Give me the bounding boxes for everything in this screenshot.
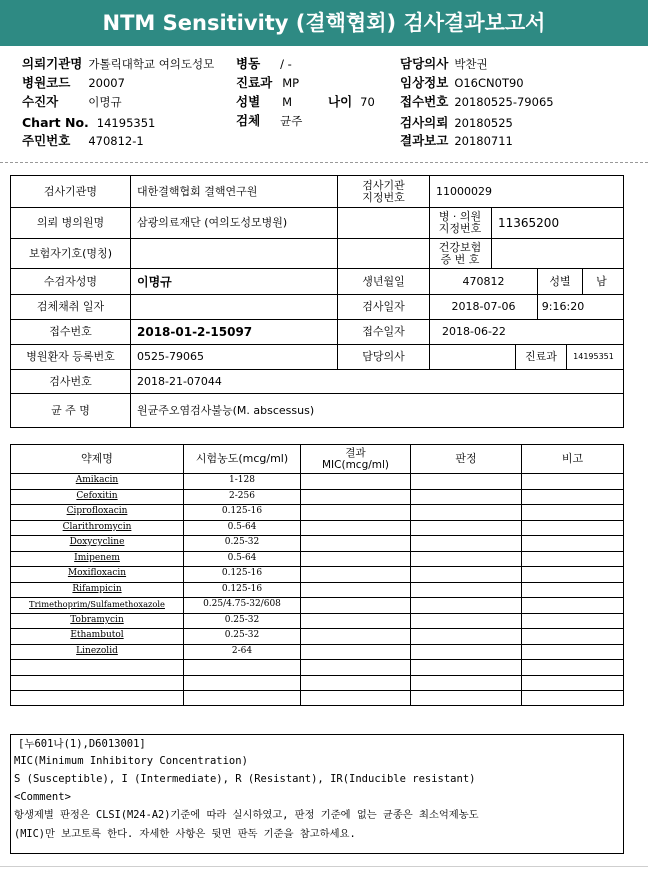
drug-name: Linezolid [76, 646, 118, 656]
attending-label: 담당의사 [362, 350, 405, 363]
drug-test-concentration: 0.25/4.75-32/608 [203, 599, 281, 609]
drug-header-mic-line2: MIC(mcg/ml) [321, 459, 390, 471]
header-age [328, 94, 375, 110]
hosp-patient-no-value: 0525-79065 [137, 350, 204, 363]
drug-name: Clarithromycin [62, 522, 132, 532]
lab-id-label-line1: 검사기관 [362, 178, 405, 192]
test-no-label: 검사번호 [49, 374, 92, 388]
receipt-no-value: 20180525-79065 [454, 95, 554, 109]
drug-test-concentration: 0.25-32 [224, 537, 260, 547]
header-sex [236, 94, 292, 110]
req-hospital-label: 의뢰 병의원명 [36, 216, 105, 229]
drug-test-concentration: 0.125-16 [221, 584, 263, 594]
header-result-report [400, 133, 513, 149]
header-receipt-no [400, 94, 554, 110]
drug-name: Doxycycline [69, 537, 125, 547]
sex-value: M [282, 95, 293, 109]
drug-test-concentration: 0.125-16 [221, 506, 263, 516]
age-value: 70 [360, 95, 375, 109]
lab-id-value: 11000029 [436, 184, 492, 198]
resident-no-label: 주민번호 [22, 133, 71, 148]
institution-value: 가톨릭대학교 여의도성모 [88, 57, 215, 71]
hosp-id-label [429, 208, 491, 238]
clinical-info-value: O16CN0T90 [454, 76, 524, 90]
drug-test-concentration: 0.5-64 [227, 522, 257, 532]
patient-name-value: 이명규 [137, 274, 172, 289]
drug-name: Amikacin [75, 475, 119, 485]
header-institution [22, 56, 214, 72]
receipt-date-label: 접수일자 [362, 325, 405, 338]
insurance-card-label-line2: 증 번 호 [440, 252, 480, 266]
drug-test-concentration: 0.125-16 [221, 568, 263, 578]
drug-test-concentration: 0.25-32 [224, 615, 260, 625]
birth-label: 생년월일 [362, 274, 405, 288]
collection-date-label: 검체채취 일자 [36, 300, 105, 313]
drug-row-line [10, 675, 624, 676]
test-date-label: 검사일자 [362, 300, 405, 313]
department-value: MP [282, 76, 300, 90]
drug-row-line [10, 582, 624, 583]
drug-test-concentration: 2-64 [231, 646, 253, 656]
header-test-request [400, 115, 513, 131]
info-sex-label: 성별 [549, 274, 571, 288]
drug-header-mic [301, 445, 410, 473]
birth-value: 470812 [462, 274, 505, 288]
comment-tag: <Comment> [14, 791, 71, 803]
hosp-id-value: 11365200 [498, 216, 560, 230]
receipt-date-value: 2018-06-22 [442, 325, 506, 338]
insurance-card-label [429, 239, 491, 268]
hospital-code-label: 병원코드 [22, 75, 71, 90]
info-sex-value: 남 [596, 274, 607, 288]
clinical-info-label: 임상정보 [400, 75, 449, 90]
drug-name: Tobramycin [70, 615, 124, 625]
drug-header-judge: 판정 [455, 452, 477, 465]
receipt-no-value: 2018-01-2-15097 [137, 325, 253, 339]
dept-label: 진료과 [525, 350, 557, 363]
drug-header-note: 비고 [561, 452, 584, 465]
sex-label: 성별 [236, 94, 261, 109]
drug-col-line [410, 444, 411, 706]
patient-label: 수진자 [22, 94, 59, 109]
drug-header-mic-line1: 결과 [345, 447, 366, 459]
drug-test-concentration: 2-256 [229, 491, 255, 501]
test-no-value: 2018-21-07044 [137, 374, 222, 388]
drug-row-line [10, 597, 624, 598]
hosp-patient-no-label: 병원환자 등록번호 [26, 350, 115, 363]
header-patient [22, 94, 122, 110]
test-time-value: 9:16:20 [541, 300, 585, 313]
drug-name: Imipenem [74, 553, 120, 563]
drug-row-line [10, 613, 624, 614]
lab-name-value: 대한결핵협회 결핵연구원 [137, 184, 258, 198]
insurer-label: 보험자기호(명칭) [29, 246, 112, 260]
organism-label: 균 주 명 [51, 403, 90, 417]
drug-test-concentration: 0.5-64 [227, 553, 257, 563]
header-clinical-info [400, 75, 524, 91]
drug-row-line [10, 690, 624, 691]
result-report-value: 20180711 [454, 134, 513, 148]
result-report-label: 결과보고 [400, 133, 449, 148]
hosp-id-label-line2: 지정번호 [438, 222, 482, 235]
footer-divider [0, 866, 648, 867]
receipt-no-label: 접수번호 [49, 325, 92, 338]
header-department [236, 75, 299, 91]
organism-value: 원균주오염검사불능(M. abscessus) [137, 403, 315, 417]
drug-col-line [521, 444, 522, 706]
drug-header-name: 약제명 [81, 452, 113, 465]
header-specimen [236, 113, 302, 129]
drug-row-line [10, 659, 624, 660]
drug-row-line [10, 628, 624, 629]
test-request-label: 검사의뢰 [400, 115, 449, 130]
drug-col-line [300, 444, 301, 706]
resident-no-value: 470812-1 [88, 134, 144, 148]
header-hospital-code [22, 75, 125, 91]
hosp-id-label-line1: 병 · 의원 [438, 210, 482, 223]
drug-name: Cefoxitin [76, 491, 118, 501]
drug-header-line [10, 473, 624, 474]
specimen-value: 균주 [280, 114, 303, 128]
insurance-card-label-line1: 건강보험 [438, 240, 482, 254]
hospital-code-value: 20007 [88, 76, 125, 90]
comment-code: [누601나(1),D6013001] [18, 738, 146, 750]
chart-no-value: 14195351 [96, 116, 156, 130]
comment-mic-definition: MIC(Minimum Inhibitory Concentration) [14, 755, 248, 767]
lab-name-label: 검사기관명 [43, 184, 98, 198]
age-label: 나이 [328, 94, 353, 109]
drug-test-concentration: 1-128 [229, 475, 255, 485]
report-title: NTM Sensitivity (결핵협회) 검사결과보고서 [0, 0, 648, 46]
chart-no-label: Chart No. [22, 115, 89, 130]
drug-row-line [10, 504, 624, 505]
comment-line-2: (MIC)만 보고토록 한다. 자세한 사항은 뒷면 판독 기준을 참고하세요. [14, 828, 356, 840]
specimen-label: 검체 [236, 113, 261, 128]
patient-value: 이명규 [88, 95, 122, 109]
drug-row-line [10, 520, 624, 521]
info-col-line [491, 238, 492, 268]
drug-row-line [10, 566, 624, 567]
header-divider [0, 162, 648, 163]
drug-row-line [10, 535, 624, 536]
drug-row-line [10, 644, 624, 645]
dept-value: 14195351 [573, 352, 614, 361]
lab-id-label-line2: 지정번호 [362, 190, 405, 204]
test-request-value: 20180525 [454, 116, 513, 130]
institution-label: 의뢰기관명 [22, 56, 83, 71]
drug-name: Rifampicin [72, 584, 122, 594]
patient-name-label: 수검자성명 [43, 274, 98, 288]
header-ward [236, 56, 292, 72]
req-hospital-value: 삼광의료재단 (여의도성모병원) [137, 216, 288, 229]
doctor-label: 담당의사 [400, 56, 449, 71]
lab-id-label [338, 176, 429, 207]
header-chart-no [22, 115, 155, 131]
drug-name: Ciprofloxacin [66, 506, 128, 516]
drug-name: Trimethoprim/Sulfamethoxazole [29, 599, 165, 609]
header-resident-no [22, 133, 144, 149]
comment-sir-definition: S (Susceptible), I (Intermediate), R (Resistant), IR(Inducible resistant) [14, 773, 476, 785]
ward-value: / - [280, 57, 292, 71]
header-doctor [400, 56, 488, 72]
ward-label: 병동 [236, 56, 261, 71]
receipt-no-label: 접수번호 [400, 94, 449, 109]
drug-name: Ethambutol [70, 630, 124, 640]
drug-row-line [10, 489, 624, 490]
drug-header-conc: 시험농도(mcg/ml) [195, 452, 289, 465]
test-date-value: 2018-07-06 [451, 300, 516, 313]
department-label: 진료과 [236, 75, 273, 90]
doctor-value: 박찬권 [454, 57, 488, 71]
drug-name: Moxifloxacin [67, 568, 127, 578]
drug-test-concentration: 0.25-32 [224, 630, 260, 640]
comment-line-1: 항생제별 판정은 CLSI(M24-A2)기준에 따라 실시하였고, 판정 기준에 없는 균종은 최소억제농도 [14, 809, 479, 821]
drug-row-line [10, 551, 624, 552]
